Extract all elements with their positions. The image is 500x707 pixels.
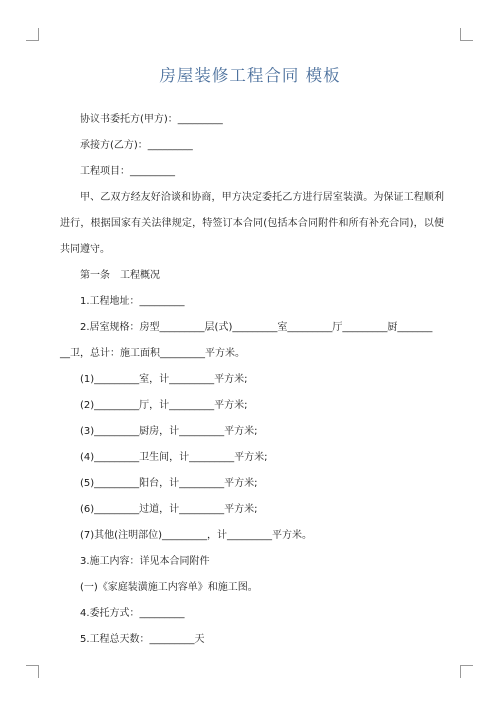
project-address-line: 1.工程地址：_________ bbox=[80, 296, 185, 307]
document-title: 房屋装修工程合同 模板 bbox=[159, 66, 341, 85]
commission-method-line: 4.委托方式：_________ bbox=[80, 608, 185, 619]
crop-mark-bottom-left bbox=[26, 665, 39, 678]
work-content-line: 3.施工内容：详见本合同附件 bbox=[80, 556, 210, 567]
contractor-party-line: 承接方(乙方)：_________ bbox=[80, 140, 193, 151]
room-spec-line-continued: __卫，总计：施工面积_________平方米。 bbox=[60, 348, 245, 359]
intro-paragraph: 甲、乙双方经友好洽谈和协商，甲方决定委托乙方进行居室装潢。为保证工程顺利进行，根据国家有关法律规定，特签订本合同(包括本合同附件和所有补充合同)，以便共同遵守。 bbox=[60, 192, 444, 255]
crop-mark-bottom-right bbox=[460, 665, 473, 678]
room-spec-line: 2.居室规格：房型_________层(式)_________室_________厅_________厨_______ bbox=[80, 322, 433, 333]
client-party-line: 协议书委托方(甲方)：_________ bbox=[80, 114, 223, 125]
document-body bbox=[60, 107, 444, 653]
crop-mark-top-left bbox=[26, 28, 39, 41]
project-name-line: 工程项目：_________ bbox=[80, 166, 175, 177]
room-area-item: (7)其他(注明部位)_________，计_________平方米。 bbox=[80, 530, 312, 541]
room-area-item: (2)_________厅，计_________平方米; bbox=[80, 400, 248, 411]
crop-mark-top-right bbox=[460, 28, 473, 41]
room-area-item: (6)_________过道，计_________平方米; bbox=[80, 504, 258, 515]
section-heading: 第一条 工程概况 bbox=[80, 270, 160, 281]
room-area-item: (3)_________厨房，计_________平方米; bbox=[80, 426, 258, 437]
total-days-line: 5.工程总天数：_________天 bbox=[80, 634, 205, 645]
work-content-sub-line: (一)《家庭装潢施工内容单》和施工图。 bbox=[80, 582, 258, 593]
room-area-item: (1)_________室，计_________平方米; bbox=[80, 374, 248, 385]
room-area-item: (5)_________阳台，计_________平方米; bbox=[80, 478, 258, 489]
room-area-item: (4)_________卫生间，计_________平方米; bbox=[80, 452, 268, 463]
